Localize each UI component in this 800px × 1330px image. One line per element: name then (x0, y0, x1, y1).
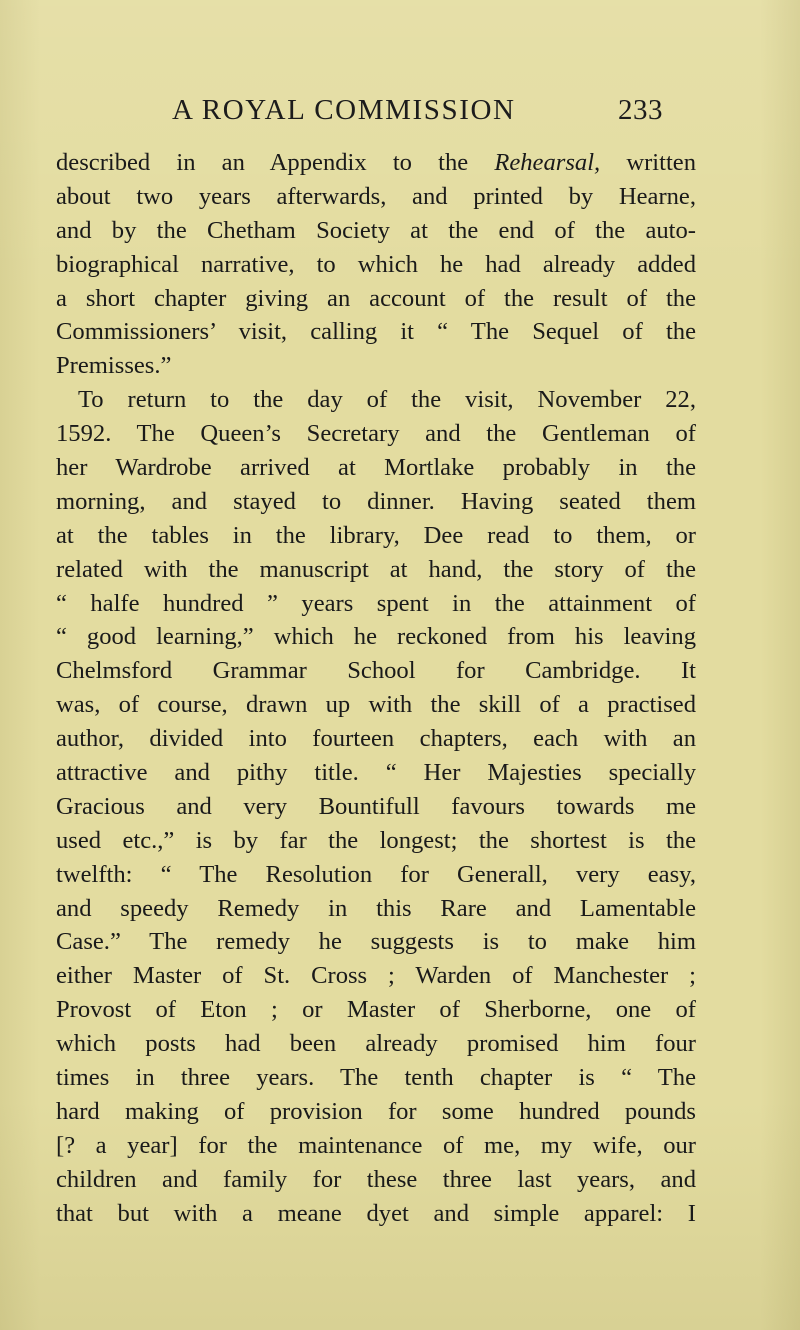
text-segment: described in an Appendix to the (56, 149, 495, 176)
text-line: Premisses.” (56, 352, 172, 380)
text-line: which posts had been already promised him four (56, 1030, 696, 1058)
running-head (0, 92, 800, 132)
text-line: twelfth: “ The Resolution for Generall, very easy, (56, 860, 696, 888)
text-line: Chelmsford Grammar School for Cambridge. It (56, 657, 696, 685)
text-line: To return to the day of the visit, November 22, (78, 386, 696, 414)
italic-title: Rehearsal, (494, 149, 601, 176)
text-line: author, divided into fourteen chapters, each with an (56, 725, 696, 753)
text-line: used etc.,” is by far the longest; the shortest is the (56, 826, 696, 854)
text-line: Provost of Eton ; or Master of Sherborne, one of (56, 996, 696, 1024)
text-line: a short chapter giving an account of the result of the (56, 284, 696, 312)
text-line: her Wardrobe arrived at Mortlake probably in the (56, 454, 696, 482)
text-line: [? a year] for the maintenance of me, my wife, our (56, 1131, 696, 1159)
text-line: Gracious and very Bountifull favours towards me (56, 792, 696, 820)
text-line: Commissioners’ visit, calling it “ The Sequel of the (56, 318, 696, 346)
text-line: times in three years. The tenth chapter is “ The (56, 1064, 696, 1092)
text-line: “ good learning,” which he reckoned from his leaving (56, 623, 696, 651)
running-title: A ROYAL COMMISSION (172, 94, 516, 126)
text-line: morning, and stayed to dinner. Having seated them (56, 487, 696, 515)
text-line: either Master of St. Cross ; Warden of Manchester ; (56, 962, 696, 990)
text-line: at the tables in the library, Dee read to them, or (56, 521, 696, 549)
body-text (56, 146, 696, 1231)
page-number: 233 (618, 94, 663, 126)
text-line: was, of course, drawn up with the skill of a practised (56, 691, 696, 719)
text-line: hard making of provision for some hundred pounds (56, 1097, 696, 1125)
text-line: Case.” The remedy he suggests is to make him (56, 928, 696, 956)
text-line: and speedy Remedy in this Rare and Lamentable (56, 894, 696, 922)
text-segment: written (600, 149, 697, 176)
text-line: about two years afterwards, and printed by Hearne, (56, 182, 696, 210)
text-line: children and family for these three last years, and (56, 1165, 696, 1193)
text-line: “ halfe hundred ” years spent in the attainment of (56, 589, 696, 617)
text-line: and by the Chetham Society at the end of the auto- (56, 216, 696, 244)
text-line: that but with a meane dyet and simple apparel: I (56, 1199, 696, 1227)
text-line: related with the manuscript at hand, the story of the (56, 555, 696, 583)
text-line: attractive and pithy title. “ Her Majesties specially (56, 759, 696, 787)
text-line: biographical narrative, to which he had already added (56, 250, 696, 278)
text-line (56, 146, 696, 180)
text-line: 1592. The Queen’s Secretary and the Gentleman of (56, 420, 696, 448)
